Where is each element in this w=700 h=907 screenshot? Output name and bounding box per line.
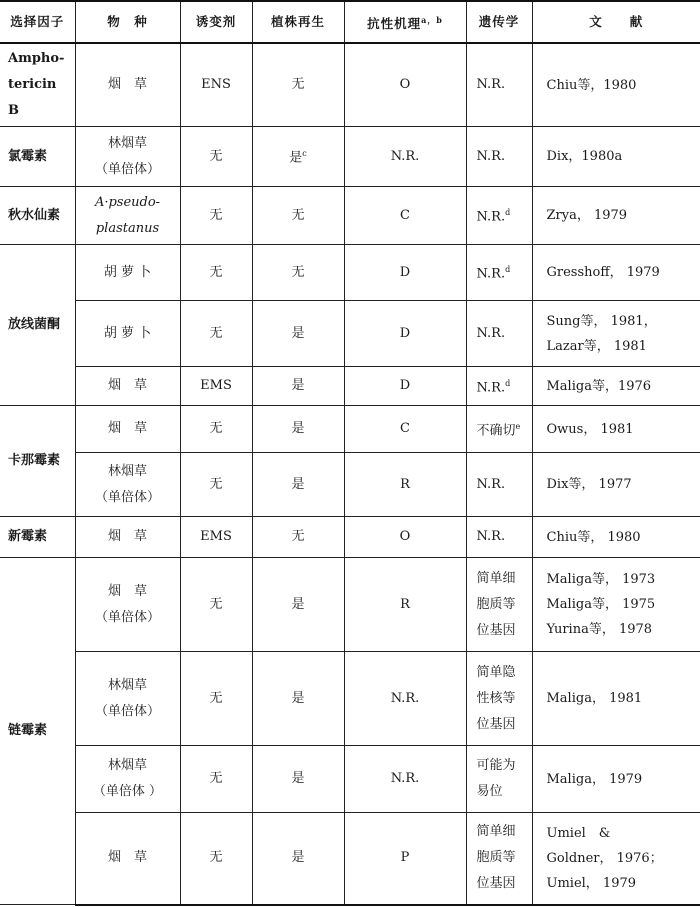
mutagen-cell: 无 <box>180 746 252 813</box>
table-row <box>0 367 700 406</box>
selection-factor-cell: Ampho- tericin B <box>0 43 75 127</box>
mutagen-cell: 无 <box>180 652 252 746</box>
table-row <box>0 517 700 558</box>
regeneration-cell: 是$^c$ <box>252 127 344 187</box>
mechanism-cell: O <box>344 43 466 127</box>
mechanism-cell: C <box>344 406 466 453</box>
mechanism-cell: D <box>344 301 466 367</box>
genetics-cell: N.R.$^d$ <box>466 367 532 406</box>
genetics-cell: N.R. <box>466 453 532 517</box>
reference-cell: Umiel & Goldner， 1976； Umiel， 1979 <box>532 813 700 905</box>
regeneration-cell: 是 <box>252 558 344 652</box>
genetics-cell: 简单细 胞质等 位基因 <box>466 813 532 905</box>
mutagen-cell: 无 <box>180 406 252 453</box>
mutagen-cell: 无 <box>180 453 252 517</box>
selection-factor-cell: 链霉素 <box>0 558 75 905</box>
selection-factor-cell: 卡那霉素 <box>0 406 75 517</box>
table-row <box>0 813 700 905</box>
genetics-cell: N.R. <box>466 301 532 367</box>
header-genetics: 遗传学 <box>466 1 532 43</box>
reference-cell: Zrya， 1979 <box>532 187 700 245</box>
table-row <box>0 187 700 245</box>
reference-cell: Sung等， 1981， Lazar等， 1981 <box>532 301 700 367</box>
regeneration-cell: 是 <box>252 367 344 406</box>
mechanism-cell: R <box>344 558 466 652</box>
header-row <box>0 1 700 43</box>
genetics-cell: N.R. <box>466 517 532 558</box>
genetics-cell: N.R.$^d$ <box>466 187 532 245</box>
genetics-cell: N.R.$^d$ <box>466 245 532 301</box>
regeneration-cell: 无 <box>252 43 344 127</box>
mutagen-cell: 无 <box>180 127 252 187</box>
table-row <box>0 746 700 813</box>
mechanism-cell: O <box>344 517 466 558</box>
species-cell: 林烟草 （单倍体） <box>75 453 180 517</box>
species-cell: 胡 萝 卜 <box>75 245 180 301</box>
selection-factor-cell: 放线菌酮 <box>0 245 75 406</box>
mutagen-cell: 无 <box>180 301 252 367</box>
mutagen-cell: EMS <box>180 367 252 406</box>
regeneration-cell: 是 <box>252 301 344 367</box>
selection-factor-cell: 新霉素 <box>0 517 75 558</box>
species-cell: 烟 草 <box>75 813 180 905</box>
table-row <box>0 453 700 517</box>
genetics-cell: 简单隐 性核等 位基因 <box>466 652 532 746</box>
mutagen-cell: 无 <box>180 187 252 245</box>
genetics-cell: N.R. <box>466 127 532 187</box>
species-cell: 林烟草 （单倍体 ） <box>75 746 180 813</box>
reference-cell: Maliga等， 1973 Maliga等， 1975 Yurina等， 1978 <box>532 558 700 652</box>
table-row <box>0 406 700 453</box>
table-row <box>0 301 700 367</box>
species-cell: 烟 草 <box>75 406 180 453</box>
reference-cell: Owus， 1981 <box>532 406 700 453</box>
table-row <box>0 652 700 746</box>
regeneration-cell: 是 <box>252 813 344 905</box>
regeneration-cell: 无 <box>252 245 344 301</box>
genetics-cell: 不确切$^e$ <box>466 406 532 453</box>
genetics-cell: 可能为 易位 <box>466 746 532 813</box>
mechanism-cell: N.R. <box>344 652 466 746</box>
mechanism-cell: N.R. <box>344 746 466 813</box>
regeneration-cell: 是 <box>252 746 344 813</box>
species-cell: 林烟草 （单倍体） <box>75 652 180 746</box>
mechanism-cell: P <box>344 813 466 905</box>
mechanism-cell: C <box>344 187 466 245</box>
mutagen-cell: EMS <box>180 517 252 558</box>
regeneration-cell: 是 <box>252 652 344 746</box>
species-cell: 烟 草 <box>75 367 180 406</box>
reference-cell: Dix，1980a <box>532 127 700 187</box>
header-regeneration: 植株再生 <box>252 1 344 43</box>
table-row <box>0 127 700 187</box>
regeneration-cell: 是 <box>252 453 344 517</box>
mechanism-cell: D <box>344 367 466 406</box>
table-row <box>0 245 700 301</box>
header-reference: 文 献 <box>532 1 700 43</box>
reference-cell: Dix等， 1977 <box>532 453 700 517</box>
regeneration-cell: 是 <box>252 406 344 453</box>
table-row <box>0 558 700 652</box>
mutagen-cell: 无 <box>180 813 252 905</box>
mutagen-cell: ENS <box>180 43 252 127</box>
reference-cell: Chiu等，1980 <box>532 43 700 127</box>
regeneration-cell: 无 <box>252 187 344 245</box>
selection-factor-cell: 秋水仙素 <box>0 187 75 245</box>
genetics-cell: 简单细 胞质等 位基因 <box>466 558 532 652</box>
species-cell: 烟 草 （单倍体） <box>75 558 180 652</box>
header-mutagen: 诱变剂 <box>180 1 252 43</box>
header-factor: 选择因子 <box>0 1 75 43</box>
reference-cell: Chiu等， 1980 <box>532 517 700 558</box>
mechanism-cell: N.R. <box>344 127 466 187</box>
mutagen-cell: 无 <box>180 558 252 652</box>
reference-cell: Maliga， 1981 <box>532 652 700 746</box>
mutagen-cell: 无 <box>180 245 252 301</box>
table-row <box>0 43 700 127</box>
genetics-cell: N.R. <box>466 43 532 127</box>
header-mechanism: 抗性机理$^{a,b}$ <box>344 1 466 43</box>
mechanism-cell: D <box>344 245 466 301</box>
regeneration-cell: 无 <box>252 517 344 558</box>
reference-cell: Maliga等，1976 <box>532 367 700 406</box>
species-cell: A·pseudo- plastanus <box>75 187 180 245</box>
species-cell: 林烟草 （单倍体） <box>75 127 180 187</box>
reference-cell: Gresshoff， 1979 <box>532 245 700 301</box>
species-cell: 胡 萝 卜 <box>75 301 180 367</box>
species-cell: 烟 草 <box>75 43 180 127</box>
species-cell: 烟 草 <box>75 517 180 558</box>
mechanism-cell: R <box>344 453 466 517</box>
selection-factor-cell: 氯霉素 <box>0 127 75 187</box>
header-species: 物 种 <box>75 1 180 43</box>
reference-cell: Maliga， 1979 <box>532 746 700 813</box>
